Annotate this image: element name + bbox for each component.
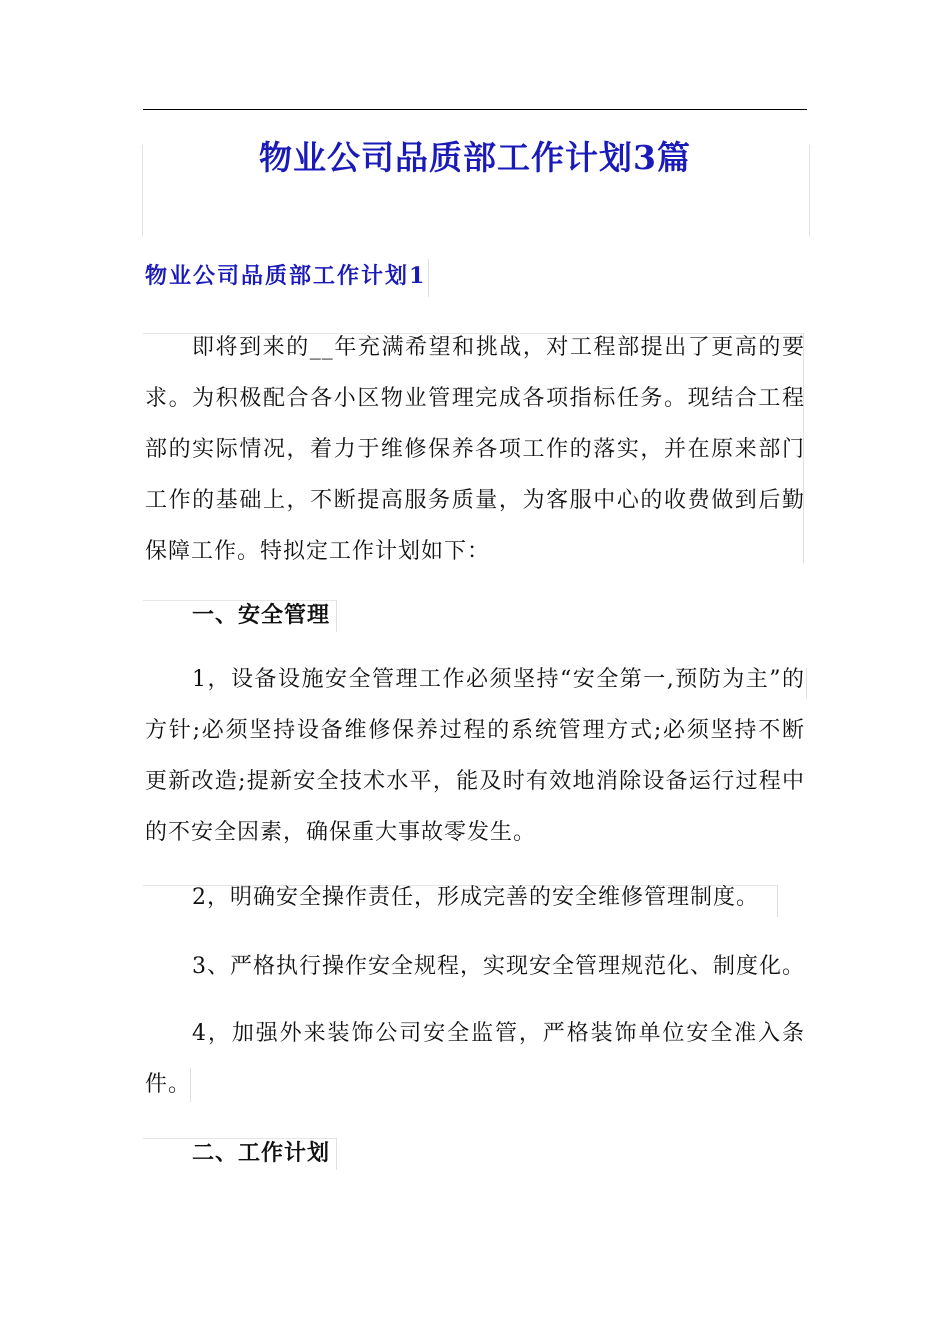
guide-line — [806, 668, 807, 698]
guide-line — [336, 600, 337, 632]
document-title: 物业公司品质部工作计划3篇 — [259, 138, 691, 177]
list-item-1: 1，设备设施安全管理工作必须坚持“安全第一,预防为主”的方针;必须坚持设备维修保养过程的系统管理方式;必须坚持不断更新改造;提新安全技术水平，能及时有效地消除设备运行过程中的不安全因素，确保重大事故零发生。 — [145, 667, 805, 845]
intro-paragraph: 即将到来的__年充满希望和挑战，对工程部提出了更高的要求。为积极配合各小区物业管理完成各项指标任务。现结合工程部的实际情况，着力于维修保养各项工作的落实，并在原来部门工作的基础上，不断提高服务质量，为客服中心的收费做到后勤保障工作。特拟定工作计划如下： — [145, 335, 805, 564]
list-item-3: 3、严格执行操作安全规程，实现安全管理规范化、制度化。 — [192, 954, 805, 979]
header-rule — [143, 109, 807, 110]
list-item-2: 2，明确安全操作责任，形成完善的安全维修管理制度。 — [192, 885, 759, 910]
guide-line — [336, 1138, 337, 1170]
heading-safety-management: 一、安全管理 — [192, 602, 331, 628]
guide-line — [190, 1068, 191, 1102]
section-title: 物业公司品质部工作计划1 — [145, 259, 429, 297]
list-item-4: 4，加强外来装饰公司安全监管，严格装饰单位安全准入条件。 — [145, 1021, 805, 1097]
heading-work-plan: 二、工作计划 — [192, 1140, 331, 1166]
